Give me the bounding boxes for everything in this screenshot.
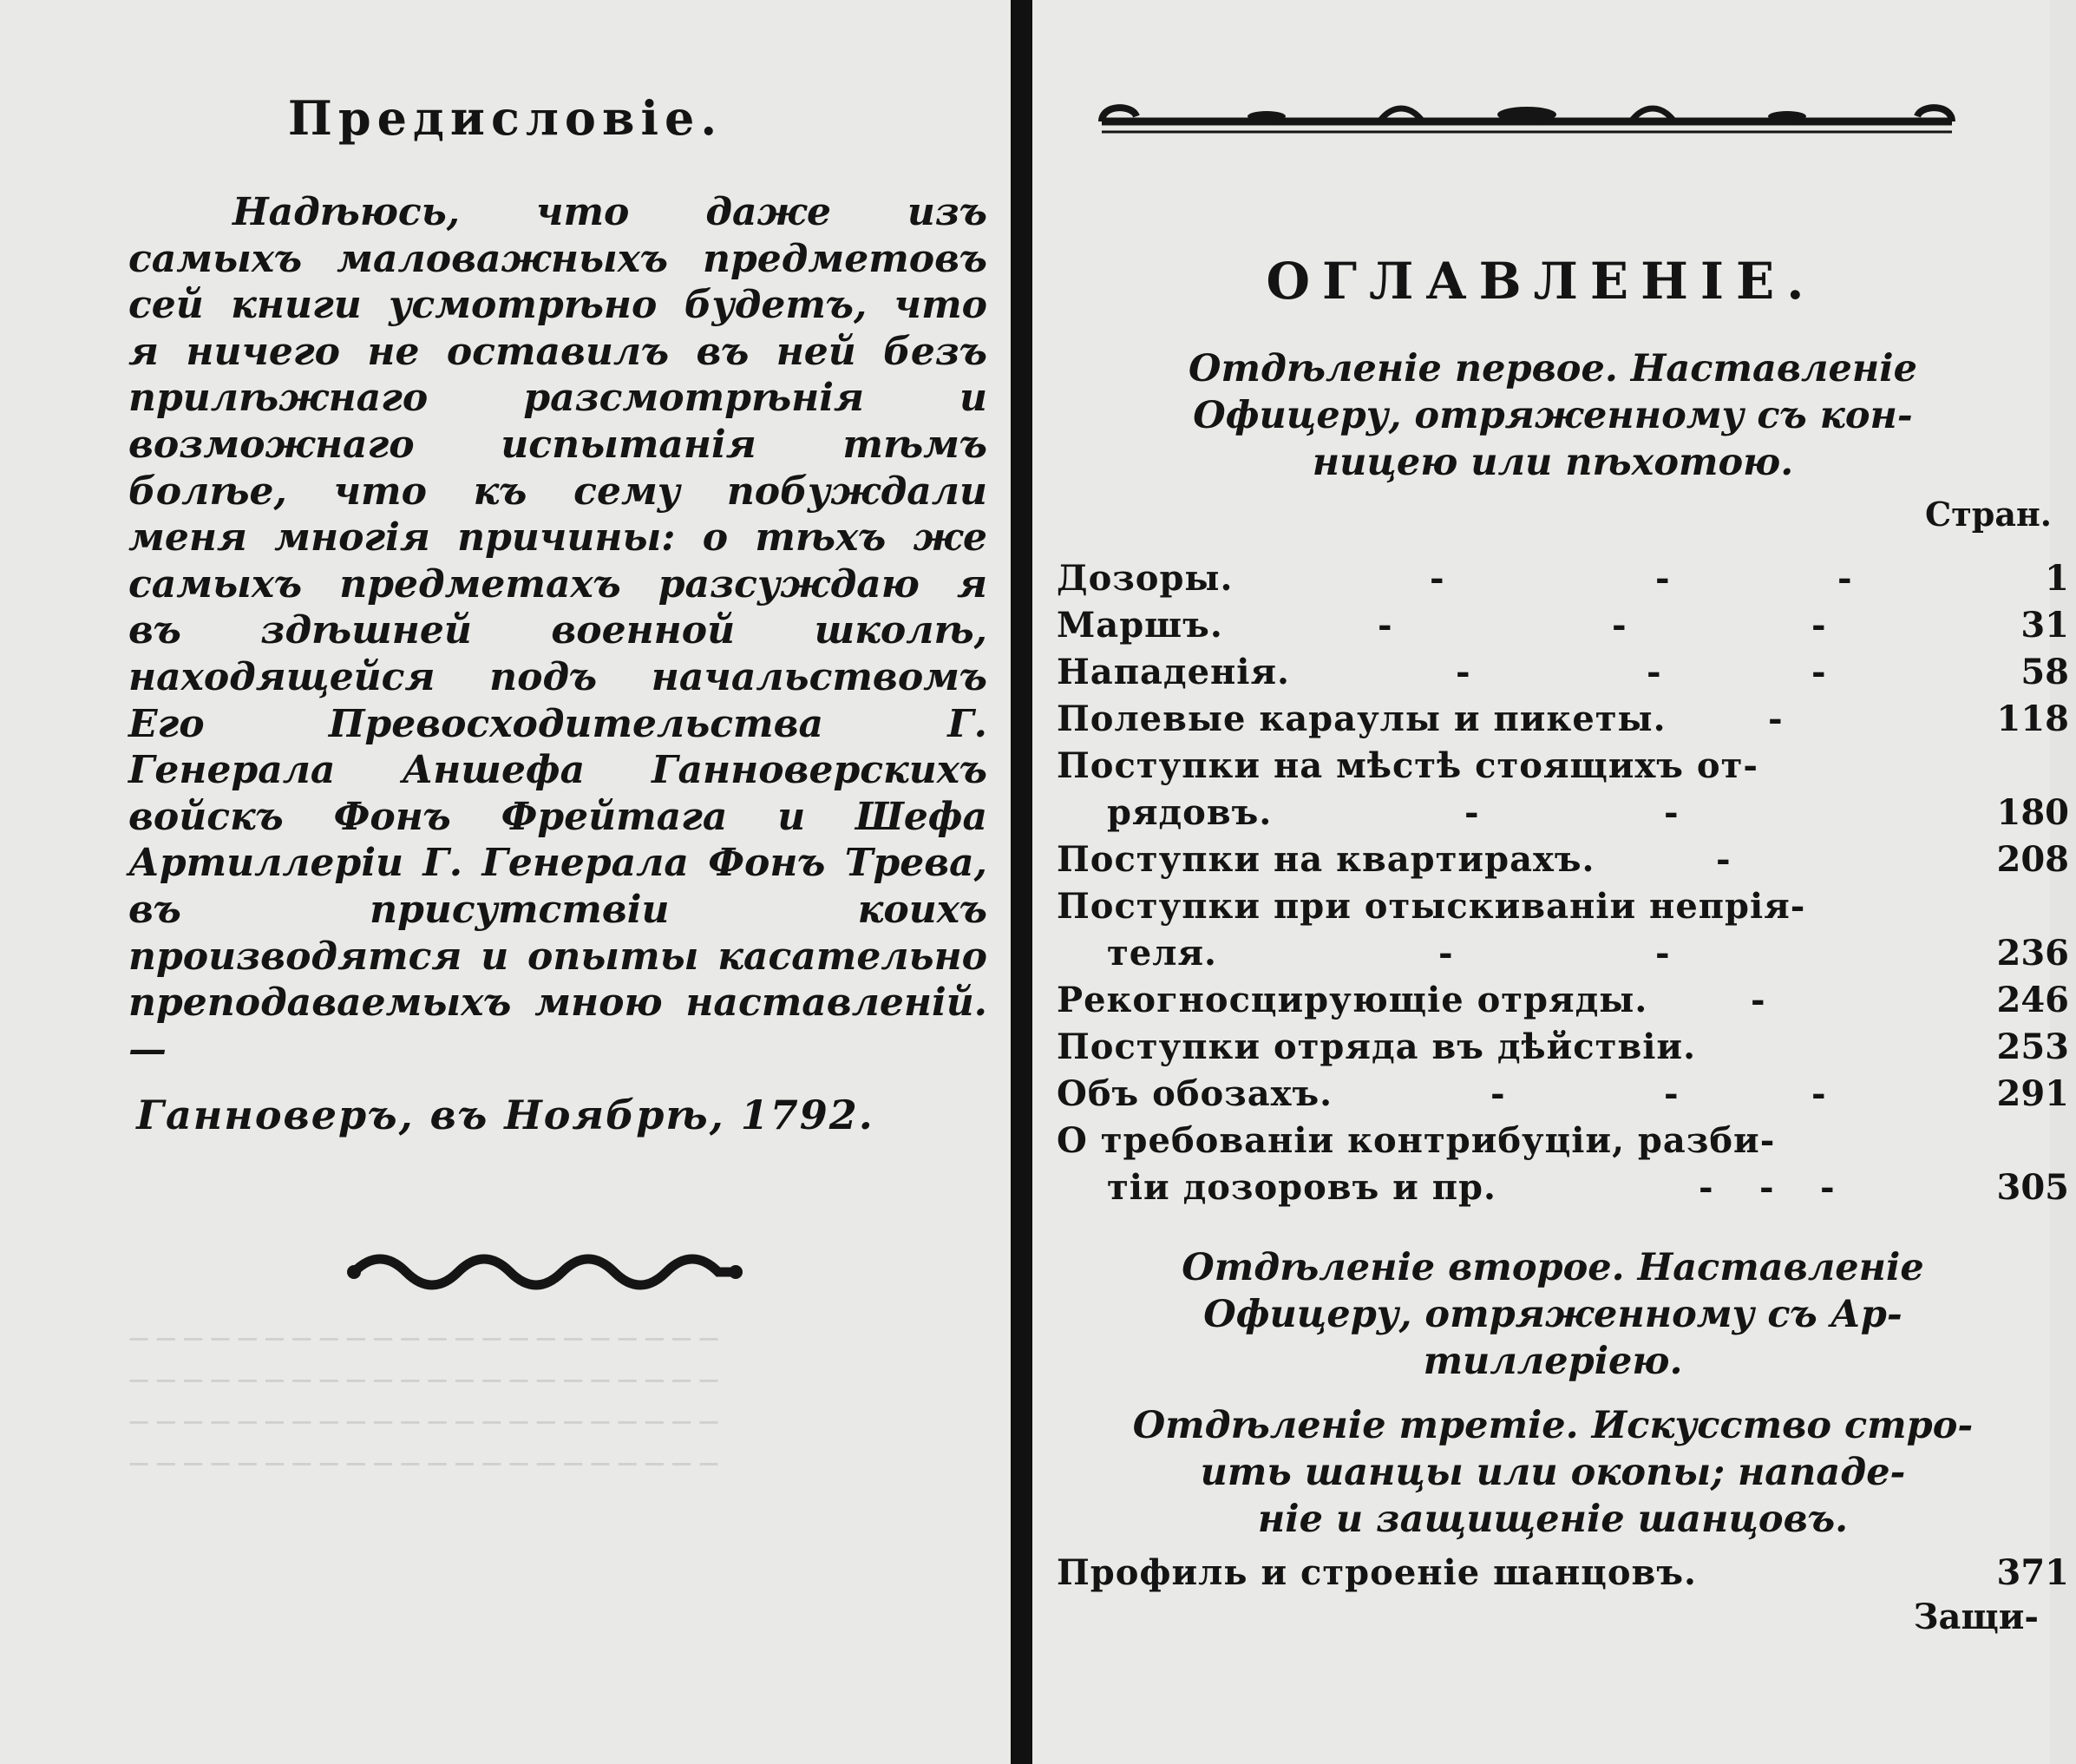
page-column-label: Стран.: [1924, 495, 2052, 534]
toc-entry-page: 253: [1996, 1026, 2069, 1067]
preface-signoff: Ганноверъ, въ Ноябрѣ, 1792.: [136, 1092, 874, 1138]
toc-entry: Дозоры. - - - 1: [1057, 555, 2076, 602]
toc-entry-title-cont: рядовъ.: [1107, 792, 1273, 833]
toc-entry-title: Полевые караулы и пикеты.: [1057, 698, 1667, 739]
catchword: Защи-: [1913, 1597, 2039, 1637]
toc-entry: [1057, 1550, 2076, 1597]
toc-entry-title: Профиль и строеніе шанцовъ.: [1057, 1552, 1697, 1593]
section-heading-1: [1058, 345, 2047, 486]
toc-entries-list-2: [1057, 1550, 2076, 1597]
toc-entry: [1057, 883, 2076, 930]
toc-entry: [1057, 1024, 2076, 1071]
toc-entry-title-cont: тіи дозоровъ и пр.: [1107, 1167, 1496, 1208]
toc-entry-title: Поступки на квартирахъ.: [1057, 839, 1595, 880]
toc-entry-page: 236: [1996, 933, 2069, 974]
toc-entry-page: 208: [1996, 839, 2069, 880]
toc-entry: [1057, 1118, 2076, 1164]
toc-entry: Объ обозахъ. - - - 291: [1057, 1071, 2076, 1118]
toc-entry: Полевые караулы и пикеты. - 118: [1057, 696, 2076, 743]
section-heading-line: ницею или пѣхотою.: [1312, 441, 1794, 484]
section-heading-line: ить шанцы или окопы; нападе-: [1200, 1451, 1906, 1494]
section-heading-line: ніе и защищеніе шанцовъ.: [1257, 1498, 1849, 1541]
section-heading-2: [1058, 1244, 2047, 1385]
section-heading-line: тиллеріею.: [1423, 1340, 1683, 1383]
toc-title: ОГЛАВЛЕНІЕ.: [1266, 252, 1817, 311]
toc-entry-page: 291: [1996, 1073, 2069, 1114]
section-heading-line: Отдѣленіе второе. Наставленіе: [1182, 1246, 1924, 1289]
section-heading-line: Офицеру, отряженному съ Ар-: [1203, 1293, 1902, 1336]
toc-entry-page: 246: [1996, 980, 2069, 1020]
toc-entry: Маршъ. - - - 31: [1057, 602, 2076, 649]
toc-entry-page: 31: [2020, 605, 2069, 646]
toc-entry-title: Рекогносцирующіе отряды.: [1057, 980, 1648, 1020]
section-heading-line: Офицеру, отряженному съ кон-: [1193, 394, 1913, 437]
toc-entry-cont: рядовъ. - - 180: [1057, 790, 2076, 836]
toc-entry-title: Маршъ.: [1057, 605, 1223, 646]
toc-entry-page: 1: [2045, 558, 2069, 599]
toc-entry-page: 58: [2020, 652, 2069, 692]
toc-entry-title: Поступки отряда въ дѣйствіи.: [1057, 1026, 1697, 1067]
toc-entries-list: [1057, 555, 2076, 1211]
toc-entry-title: Дозоры.: [1057, 558, 1234, 599]
toc-entry-title: Объ обозахъ.: [1057, 1073, 1333, 1114]
toc-entry-cont: теля. - - 236: [1057, 930, 2076, 977]
section-heading-line: Отдѣленіе третіе. Искусство стро-: [1132, 1404, 1974, 1447]
preface-body: Надѣюсь, что даже изъ самыхъ маловажныхъ предметовъ сей книги усмотрѣно будетъ, что я ничего не оставилъ въ ней безъ прилѣжнаго разсмотрѣнія и возможнаго испытанія тѣмъ болѣе, что къ сему побуждали меня многія причины: о тѣхъ же самыхъ предметахъ разсуждаю я въ здѣшней военной школѣ, находящейся подъ начальствомъ Его Превосходительства Г. Генерала Аншефа Ганноверскихъ войскъ Фонъ Фрейтага и Шефа Артиллеріи Г. Генерала Фонъ Трева, въ присутствіи коихъ производятся и опыты касательно преподаваемыхъ мною наставленій. —: [128, 190, 987, 1072]
toc-entry-cont: тіи дозоровъ и пр. - - - 305: [1057, 1164, 2076, 1211]
section-heading-line: Отдѣленіе первое. Наставленіе: [1189, 347, 1917, 390]
right-page: [1032, 0, 2069, 1764]
toc-entry-page: 305: [1996, 1167, 2069, 1208]
preface-title: Предисловіе.: [287, 90, 724, 146]
bleed-through-text: ─ ─ ─ ─ ─ ─ ─ ─ ─ ─ ─ ─ ─ ─ ─ ─ ─ ─ ─ ─ ─ ─ ─ ─ ─ ─ ─ ─ ─ ─ ─ ─ ─ ─ ─ ─ ─ ─ ─ ─ ─ ─ ─ ─ ─ ─ ─ ─ ─ ─ ─ ─ ─ ─ ─ ─ ─ ─ ─ ─ ─ ─ ─ ─ ─ ─ ─ ─ ─ ─ ─ ─ ─ ─ ─ ─ ─ ─ ─ ─ ─ ─ ─ ─ ─ ─ ─ ─: [130, 1322, 718, 1482]
section-heading-3: [1058, 1402, 2047, 1543]
ornament-divider-icon: [345, 1243, 744, 1295]
header-ornament-icon: [1093, 87, 1961, 139]
toc-entry-page: 180: [1996, 792, 2069, 833]
toc-entry-title-cont: теля.: [1107, 933, 1217, 974]
toc-entry: [1057, 743, 2076, 790]
toc-entry-title: Поступки при отыскиваніи непрія-: [1057, 886, 1806, 927]
toc-entry-page: 371: [1996, 1552, 2069, 1593]
book-gutter: [1011, 0, 1032, 1764]
toc-entry: Поступки на квартирахъ. - 208: [1057, 836, 2076, 883]
toc-entry: Нападенія. - - - 58: [1057, 649, 2076, 696]
toc-entry: Рекогносцирующіе отряды. - 246: [1057, 977, 2076, 1024]
toc-entry-title: О требованіи контрибуціи, разби-: [1057, 1120, 1776, 1161]
left-page: [0, 0, 1011, 1764]
toc-entry-title: Поступки на мѣстѣ стоящихъ от-: [1057, 745, 1758, 786]
toc-entry-title: Нападенія.: [1057, 652, 1290, 692]
toc-entry-page: 118: [1996, 698, 2069, 739]
